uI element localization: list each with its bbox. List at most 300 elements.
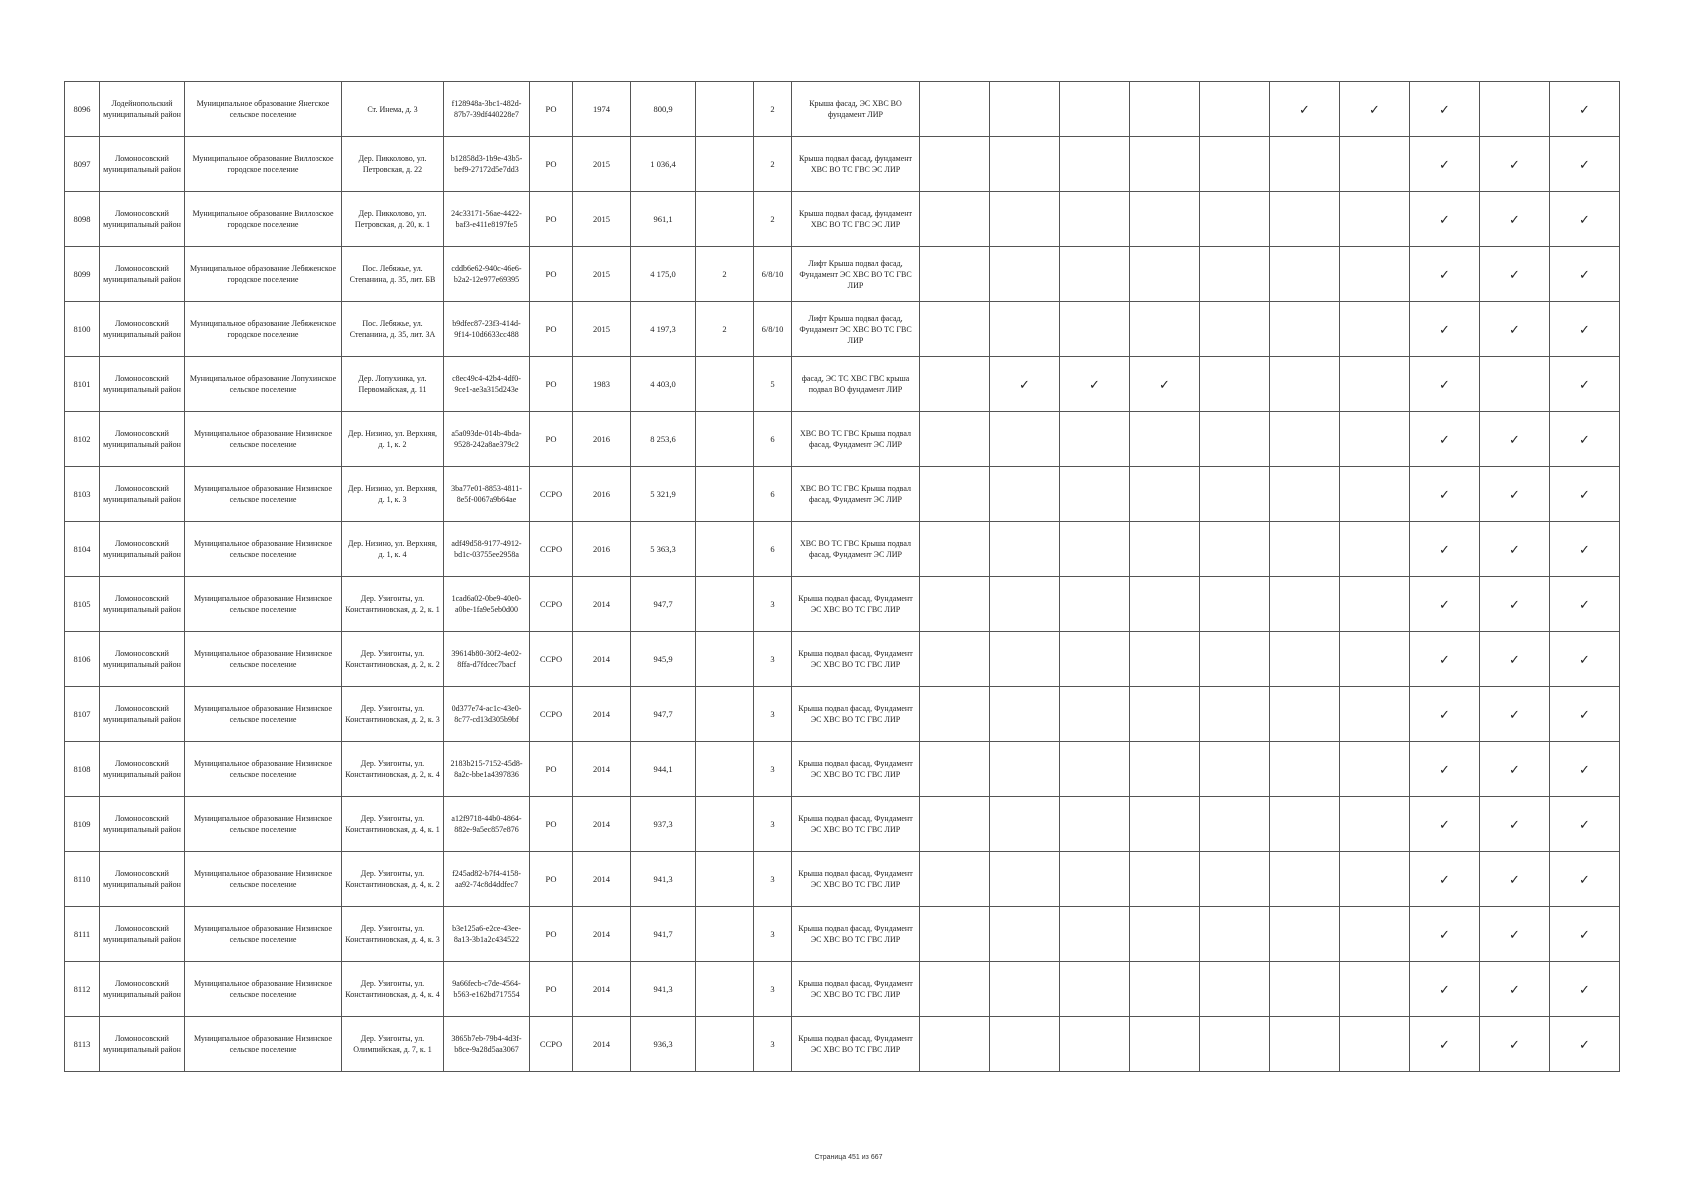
municipality-cell: Муниципальное образование Виллозское городское поселение bbox=[185, 192, 342, 247]
row-number: 8109 bbox=[65, 797, 100, 852]
address-cell: Дер. Низино, ул. Верхняя, д. 1, к. 2 bbox=[342, 412, 444, 467]
area-cell: 4 197,3 bbox=[631, 302, 696, 357]
address-cell: Дер. Узигонты, ул. Константиновская, д. 4, к. 4 bbox=[342, 962, 444, 1017]
area-cell: 941,3 bbox=[631, 962, 696, 1017]
check-mark-icon: ✓ bbox=[1439, 761, 1450, 777]
work-check-cell bbox=[1130, 632, 1200, 687]
row-number: 8111 bbox=[65, 907, 100, 962]
work-check-cell bbox=[990, 1017, 1060, 1072]
guid-cell: 9a66fecb-c7de-4564-b563-e162bd717554 bbox=[444, 962, 530, 1017]
work-check-cell bbox=[990, 687, 1060, 742]
address-cell: Дер. Узигонты, ул. Константиновская, д. 4, к. 3 bbox=[342, 907, 444, 962]
guid-cell: cddb6e62-940c-46e6-b2a2-12e977e69395 bbox=[444, 247, 530, 302]
check-mark-icon: ✓ bbox=[1019, 376, 1030, 392]
table-row bbox=[65, 852, 1620, 907]
work-check-cell bbox=[1130, 522, 1200, 577]
work-check-cell bbox=[1200, 577, 1270, 632]
work-check-cell bbox=[1480, 962, 1550, 1017]
year-cell: 1983 bbox=[573, 357, 631, 412]
entrances-cell bbox=[696, 192, 754, 247]
row-number: 8110 bbox=[65, 852, 100, 907]
row-number: 8098 bbox=[65, 192, 100, 247]
work-check-cell bbox=[920, 797, 990, 852]
work-check-cell bbox=[1480, 577, 1550, 632]
year-cell: 2014 bbox=[573, 852, 631, 907]
work-check-cell bbox=[920, 962, 990, 1017]
check-mark-icon: ✓ bbox=[1509, 541, 1520, 557]
ownership-type-cell: ССРО bbox=[530, 577, 573, 632]
guid-cell: b12858d3-1b9e-43b5-bef9-27172d5e7dd3 bbox=[444, 137, 530, 192]
municipality-cell: Муниципальное образование Лебяженское городское поселение bbox=[185, 302, 342, 357]
check-mark-icon: ✓ bbox=[1439, 651, 1450, 667]
municipality-cell: Муниципальное образование Низинское сельское поселение bbox=[185, 412, 342, 467]
work-check-cell bbox=[1550, 247, 1620, 302]
table-row bbox=[65, 907, 1620, 962]
work-check-cell bbox=[1200, 357, 1270, 412]
floors-range-cell: 3 bbox=[754, 797, 792, 852]
district-cell: Ломоносовский муниципальный район bbox=[100, 742, 185, 797]
municipality-cell: Муниципальное образование Низинское сельское поселение bbox=[185, 687, 342, 742]
address-cell: Дер. Пикколово, ул. Петровская, д. 22 bbox=[342, 137, 444, 192]
work-check-cell bbox=[1130, 82, 1200, 137]
work-check-cell bbox=[1340, 632, 1410, 687]
work-check-cell bbox=[1550, 797, 1620, 852]
check-mark-icon: ✓ bbox=[1439, 266, 1450, 282]
work-check-cell bbox=[1130, 357, 1200, 412]
work-check-cell bbox=[1410, 467, 1480, 522]
area-cell: 941,3 bbox=[631, 852, 696, 907]
table-row bbox=[65, 247, 1620, 302]
address-cell: Пос. Лебяжье, ул. Степанина, д. 35, лит. ЗА bbox=[342, 302, 444, 357]
work-check-cell bbox=[990, 852, 1060, 907]
work-check-cell bbox=[1480, 1017, 1550, 1072]
municipality-cell: Муниципальное образование Низинское сельское поселение bbox=[185, 467, 342, 522]
check-mark-icon: ✓ bbox=[1509, 1036, 1520, 1052]
check-mark-icon: ✓ bbox=[1579, 651, 1590, 667]
work-check-cell bbox=[990, 357, 1060, 412]
year-cell: 2014 bbox=[573, 797, 631, 852]
guid-cell: c8ec49c4-42b4-4df0-9ce1-ae3a315d243e bbox=[444, 357, 530, 412]
year-cell: 2015 bbox=[573, 137, 631, 192]
year-cell: 2015 bbox=[573, 247, 631, 302]
work-check-cell bbox=[1130, 1017, 1200, 1072]
work-check-cell bbox=[1550, 522, 1620, 577]
address-cell: Ст. Инема, д. 3 bbox=[342, 82, 444, 137]
check-mark-icon: ✓ bbox=[1509, 926, 1520, 942]
guid-cell: adf49d58-9177-4912-bd1c-03755ee2958a bbox=[444, 522, 530, 577]
check-mark-icon: ✓ bbox=[1509, 706, 1520, 722]
work-check-cell bbox=[1340, 357, 1410, 412]
work-check-cell bbox=[1270, 687, 1340, 742]
work-check-cell bbox=[1340, 687, 1410, 742]
address-cell: Дер. Узигонты, ул. Константиновская, д. 4, к. 1 bbox=[342, 797, 444, 852]
work-check-cell bbox=[1060, 632, 1130, 687]
check-mark-icon: ✓ bbox=[1579, 266, 1590, 282]
guid-cell: 39614b80-30f2-4e02-8ffa-d7fdcec7bacf bbox=[444, 632, 530, 687]
work-check-cell bbox=[1130, 852, 1200, 907]
ownership-type-cell: РО bbox=[530, 412, 573, 467]
floors-range-cell: 3 bbox=[754, 742, 792, 797]
municipality-cell: Муниципальное образование Низинское сельское поселение bbox=[185, 577, 342, 632]
work-check-cell bbox=[990, 467, 1060, 522]
year-cell: 2014 bbox=[573, 742, 631, 797]
table-row bbox=[65, 357, 1620, 412]
work-check-cell bbox=[1410, 357, 1480, 412]
work-check-cell bbox=[920, 907, 990, 962]
guid-cell: a5a093de-014b-4bda-9528-242a8ae379c2 bbox=[444, 412, 530, 467]
work-check-cell bbox=[1410, 632, 1480, 687]
ownership-type-cell: РО bbox=[530, 357, 573, 412]
table-row bbox=[65, 742, 1620, 797]
works-cell: Крыша подвал фасад, Фундамент ЭС ХВС ВО ТС ГВС ЛИР bbox=[792, 687, 920, 742]
work-check-cell bbox=[1550, 577, 1620, 632]
work-check-cell bbox=[1200, 412, 1270, 467]
ownership-type-cell: РО bbox=[530, 302, 573, 357]
work-check-cell bbox=[1130, 742, 1200, 797]
work-check-cell bbox=[1340, 192, 1410, 247]
work-check-cell bbox=[1550, 852, 1620, 907]
floors-range-cell: 2 bbox=[754, 137, 792, 192]
work-check-cell bbox=[1480, 467, 1550, 522]
year-cell: 2015 bbox=[573, 192, 631, 247]
entrances-cell bbox=[696, 742, 754, 797]
check-mark-icon: ✓ bbox=[1439, 211, 1450, 227]
work-check-cell bbox=[1060, 357, 1130, 412]
works-cell: Крыша подвал фасад, фундамент ХВС ВО ТС ГВС ЭС ЛИР bbox=[792, 137, 920, 192]
address-cell: Дер. Узигонты, ул. Константиновская, д. 2, к. 2 bbox=[342, 632, 444, 687]
row-number: 8100 bbox=[65, 302, 100, 357]
check-mark-icon: ✓ bbox=[1579, 156, 1590, 172]
work-check-cell bbox=[1340, 577, 1410, 632]
work-check-cell bbox=[990, 742, 1060, 797]
work-check-cell bbox=[1130, 247, 1200, 302]
check-mark-icon: ✓ bbox=[1439, 101, 1450, 117]
work-check-cell bbox=[990, 522, 1060, 577]
check-mark-icon: ✓ bbox=[1439, 486, 1450, 502]
area-cell: 800,9 bbox=[631, 82, 696, 137]
work-check-cell bbox=[1410, 962, 1480, 1017]
work-check-cell bbox=[990, 247, 1060, 302]
work-check-cell bbox=[1340, 742, 1410, 797]
work-check-cell bbox=[1480, 302, 1550, 357]
floors-range-cell: 3 bbox=[754, 632, 792, 687]
work-check-cell bbox=[1480, 632, 1550, 687]
check-mark-icon: ✓ bbox=[1369, 101, 1380, 117]
address-cell: Дер. Узигонты, ул. Константиновская, д. 2, к. 4 bbox=[342, 742, 444, 797]
area-cell: 945,9 bbox=[631, 632, 696, 687]
municipality-cell: Муниципальное образование Низинское сельское поселение bbox=[185, 797, 342, 852]
work-check-cell bbox=[1340, 962, 1410, 1017]
work-check-cell bbox=[990, 82, 1060, 137]
municipality-cell: Муниципальное образование Виллозское городское поселение bbox=[185, 137, 342, 192]
work-check-cell bbox=[1270, 852, 1340, 907]
entrances-cell bbox=[696, 82, 754, 137]
work-check-cell bbox=[1060, 137, 1130, 192]
work-check-cell bbox=[1480, 192, 1550, 247]
work-check-cell bbox=[920, 247, 990, 302]
row-number: 8102 bbox=[65, 412, 100, 467]
district-cell: Ломоносовский муниципальный район bbox=[100, 907, 185, 962]
check-mark-icon: ✓ bbox=[1509, 321, 1520, 337]
work-check-cell bbox=[1270, 357, 1340, 412]
work-check-cell bbox=[1270, 137, 1340, 192]
municipality-cell: Муниципальное образование Янегское сельское поселение bbox=[185, 82, 342, 137]
work-check-cell bbox=[1550, 412, 1620, 467]
check-mark-icon: ✓ bbox=[1439, 871, 1450, 887]
district-cell: Ломоносовский муниципальный район bbox=[100, 467, 185, 522]
check-mark-icon: ✓ bbox=[1579, 431, 1590, 447]
guid-cell: 2183b215-7152-45d8-8a2c-bbe1a4397836 bbox=[444, 742, 530, 797]
district-cell: Ломоносовский муниципальный район bbox=[100, 357, 185, 412]
check-mark-icon: ✓ bbox=[1509, 486, 1520, 502]
floors-range-cell: 6 bbox=[754, 412, 792, 467]
works-cell: Крыша подвал фасад, Фундамент ЭС ХВС ВО ТС ГВС ЛИР bbox=[792, 632, 920, 687]
work-check-cell bbox=[1060, 852, 1130, 907]
guid-cell: b3e125a6-e2ce-43ee-8a13-3b1a2c434522 bbox=[444, 907, 530, 962]
work-check-cell bbox=[1410, 852, 1480, 907]
check-mark-icon: ✓ bbox=[1439, 596, 1450, 612]
district-cell: Ломоносовский муниципальный район bbox=[100, 797, 185, 852]
works-cell: Крыша подвал фасад, Фундамент ЭС ХВС ВО ТС ГВС ЛИР bbox=[792, 1017, 920, 1072]
work-check-cell bbox=[1270, 247, 1340, 302]
work-check-cell bbox=[1060, 192, 1130, 247]
table-row bbox=[65, 962, 1620, 1017]
work-check-cell bbox=[1200, 522, 1270, 577]
work-check-cell bbox=[1340, 797, 1410, 852]
row-number: 8112 bbox=[65, 962, 100, 1017]
municipality-cell: Муниципальное образование Лопухинское сельское поселение bbox=[185, 357, 342, 412]
guid-cell: 1cad6a02-0be9-40e0-a0be-1fa9e5eb0d00 bbox=[444, 577, 530, 632]
check-mark-icon: ✓ bbox=[1439, 431, 1450, 447]
guid-cell: 0d377e74-ac1c-43e0-8c77-cd13d305b9bf bbox=[444, 687, 530, 742]
check-mark-icon: ✓ bbox=[1579, 981, 1590, 997]
work-check-cell bbox=[1550, 82, 1620, 137]
work-check-cell bbox=[1550, 192, 1620, 247]
work-check-cell bbox=[1550, 907, 1620, 962]
check-mark-icon: ✓ bbox=[1579, 101, 1590, 117]
entrances-cell bbox=[696, 357, 754, 412]
entrances-cell bbox=[696, 1017, 754, 1072]
work-check-cell bbox=[990, 797, 1060, 852]
guid-cell: 3865b7eb-79b4-4d3f-b8ce-9a28d5aa3067 bbox=[444, 1017, 530, 1072]
work-check-cell bbox=[1340, 1017, 1410, 1072]
district-cell: Ломоносовский муниципальный район bbox=[100, 302, 185, 357]
work-check-cell bbox=[1200, 137, 1270, 192]
municipality-cell: Муниципальное образование Низинское сельское поселение bbox=[185, 1017, 342, 1072]
row-number: 8113 bbox=[65, 1017, 100, 1072]
work-check-cell bbox=[1060, 247, 1130, 302]
row-number: 8108 bbox=[65, 742, 100, 797]
work-check-cell bbox=[1480, 797, 1550, 852]
work-check-cell bbox=[1200, 247, 1270, 302]
check-mark-icon: ✓ bbox=[1439, 541, 1450, 557]
work-check-cell bbox=[1130, 412, 1200, 467]
floors-range-cell: 3 bbox=[754, 852, 792, 907]
work-check-cell bbox=[1410, 82, 1480, 137]
work-check-cell bbox=[1480, 247, 1550, 302]
address-cell: Пос. Лебяжье, ул. Степанина, д. 35, лит. БВ bbox=[342, 247, 444, 302]
year-cell: 2016 bbox=[573, 412, 631, 467]
ownership-type-cell: РО bbox=[530, 797, 573, 852]
work-check-cell bbox=[1200, 687, 1270, 742]
check-mark-icon: ✓ bbox=[1579, 816, 1590, 832]
area-cell: 4 175,0 bbox=[631, 247, 696, 302]
work-check-cell bbox=[1480, 852, 1550, 907]
check-mark-icon: ✓ bbox=[1439, 926, 1450, 942]
work-check-cell bbox=[990, 192, 1060, 247]
work-check-cell bbox=[990, 302, 1060, 357]
year-cell: 2016 bbox=[573, 522, 631, 577]
entrances-cell: 2 bbox=[696, 247, 754, 302]
address-cell: Дер. Узигонты, ул. Константиновская, д. 2, к. 1 bbox=[342, 577, 444, 632]
check-mark-icon: ✓ bbox=[1509, 651, 1520, 667]
ownership-type-cell: ССРО bbox=[530, 632, 573, 687]
works-cell: ХВС ВО ТС ГВС Крыша подвал фасад, Фундамент ЭС ЛИР bbox=[792, 467, 920, 522]
entrances-cell bbox=[696, 522, 754, 577]
work-check-cell bbox=[1270, 742, 1340, 797]
address-cell: Дер. Пикколово, ул. Петровская, д. 20, к. 1 bbox=[342, 192, 444, 247]
area-cell: 947,7 bbox=[631, 577, 696, 632]
floors-range-cell: 2 bbox=[754, 82, 792, 137]
work-check-cell bbox=[1480, 742, 1550, 797]
floors-range-cell: 6 bbox=[754, 467, 792, 522]
work-check-cell bbox=[1340, 82, 1410, 137]
work-check-cell bbox=[1060, 412, 1130, 467]
ownership-type-cell: РО bbox=[530, 962, 573, 1017]
work-check-cell bbox=[1340, 907, 1410, 962]
year-cell: 2015 bbox=[573, 302, 631, 357]
work-check-cell bbox=[1410, 577, 1480, 632]
address-cell: Дер. Узигонты, ул. Константиновская, д. 4, к. 2 bbox=[342, 852, 444, 907]
ownership-type-cell: РО bbox=[530, 192, 573, 247]
area-cell: 5 363,3 bbox=[631, 522, 696, 577]
district-cell: Ломоносовский муниципальный район bbox=[100, 577, 185, 632]
work-check-cell bbox=[920, 852, 990, 907]
floors-range-cell: 3 bbox=[754, 1017, 792, 1072]
work-check-cell bbox=[1130, 302, 1200, 357]
check-mark-icon: ✓ bbox=[1579, 1036, 1590, 1052]
ownership-type-cell: РО bbox=[530, 742, 573, 797]
municipality-cell: Муниципальное образование Низинское сельское поселение bbox=[185, 962, 342, 1017]
check-mark-icon: ✓ bbox=[1579, 376, 1590, 392]
work-check-cell bbox=[1340, 247, 1410, 302]
works-cell: ХВС ВО ТС ГВС Крыша подвал фасад, Фундамент ЭС ЛИР bbox=[792, 412, 920, 467]
work-check-cell bbox=[1130, 137, 1200, 192]
work-check-cell bbox=[1550, 962, 1620, 1017]
housing-registry-table bbox=[64, 81, 1620, 1072]
check-mark-icon: ✓ bbox=[1509, 156, 1520, 172]
year-cell: 2014 bbox=[573, 632, 631, 687]
work-check-cell bbox=[1410, 687, 1480, 742]
work-check-cell bbox=[1130, 192, 1200, 247]
address-cell: Дер. Лопухинка, ул. Первомайская, д. 11 bbox=[342, 357, 444, 412]
work-check-cell bbox=[920, 632, 990, 687]
row-number: 8106 bbox=[65, 632, 100, 687]
area-cell: 944,1 bbox=[631, 742, 696, 797]
address-cell: Дер. Низино, ул. Верхняя, д. 1, к. 3 bbox=[342, 467, 444, 522]
work-check-cell bbox=[1270, 82, 1340, 137]
check-mark-icon: ✓ bbox=[1159, 376, 1170, 392]
table-row bbox=[65, 302, 1620, 357]
work-check-cell bbox=[990, 962, 1060, 1017]
work-check-cell bbox=[1270, 907, 1340, 962]
ownership-type-cell: РО bbox=[530, 852, 573, 907]
ownership-type-cell: ССРО bbox=[530, 467, 573, 522]
address-cell: Дер. Низино, ул. Верхняя, д. 1, к. 4 bbox=[342, 522, 444, 577]
entrances-cell bbox=[696, 687, 754, 742]
table-row bbox=[65, 577, 1620, 632]
row-number: 8107 bbox=[65, 687, 100, 742]
work-check-cell bbox=[1200, 742, 1270, 797]
work-check-cell bbox=[990, 907, 1060, 962]
works-cell: Крыша фасад, ЭС ХВС ВО фундамент ЛИР bbox=[792, 82, 920, 137]
year-cell: 2016 bbox=[573, 467, 631, 522]
guid-cell: 3ba77e01-8853-4811-8e5f-0067a9b64ae bbox=[444, 467, 530, 522]
floors-range-cell: 2 bbox=[754, 192, 792, 247]
works-cell: Крыша подвал фасад, Фундамент ЭС ХВС ВО ТС ГВС ЛИР bbox=[792, 742, 920, 797]
work-check-cell bbox=[1200, 302, 1270, 357]
works-cell: Крыша подвал фасад, Фундамент ЭС ХВС ВО ТС ГВС ЛИР bbox=[792, 962, 920, 1017]
work-check-cell bbox=[1480, 412, 1550, 467]
area-cell: 947,7 bbox=[631, 687, 696, 742]
work-check-cell bbox=[1270, 467, 1340, 522]
work-check-cell bbox=[1200, 192, 1270, 247]
check-mark-icon: ✓ bbox=[1579, 486, 1590, 502]
work-check-cell bbox=[1410, 907, 1480, 962]
works-cell: Крыша подвал фасад, Фундамент ЭС ХВС ВО ТС ГВС ЛИР bbox=[792, 577, 920, 632]
work-check-cell bbox=[1270, 962, 1340, 1017]
municipality-cell: Муниципальное образование Низинское сельское поселение bbox=[185, 632, 342, 687]
work-check-cell bbox=[1270, 192, 1340, 247]
work-check-cell bbox=[1200, 852, 1270, 907]
work-check-cell bbox=[1340, 412, 1410, 467]
work-check-cell bbox=[1130, 907, 1200, 962]
check-mark-icon: ✓ bbox=[1509, 761, 1520, 777]
work-check-cell bbox=[920, 357, 990, 412]
work-check-cell bbox=[1550, 357, 1620, 412]
entrances-cell bbox=[696, 467, 754, 522]
guid-cell: 24c33171-56ae-4422-baf3-e411e8197fe5 bbox=[444, 192, 530, 247]
row-number: 8096 bbox=[65, 82, 100, 137]
work-check-cell bbox=[1060, 302, 1130, 357]
work-check-cell bbox=[1410, 412, 1480, 467]
work-check-cell bbox=[1410, 192, 1480, 247]
work-check-cell bbox=[1550, 137, 1620, 192]
ownership-type-cell: РО bbox=[530, 907, 573, 962]
works-cell: Крыша подвал фасад, Фундамент ЭС ХВС ВО ТС ГВС ЛИР bbox=[792, 852, 920, 907]
entrances-cell bbox=[696, 632, 754, 687]
district-cell: Ломоносовский муниципальный район bbox=[100, 687, 185, 742]
work-check-cell bbox=[1200, 632, 1270, 687]
ownership-type-cell: ССРО bbox=[530, 522, 573, 577]
entrances-cell: 2 bbox=[696, 302, 754, 357]
work-check-cell bbox=[1270, 412, 1340, 467]
district-cell: Ломоносовский муниципальный район bbox=[100, 412, 185, 467]
table-row bbox=[65, 1017, 1620, 1072]
floors-range-cell: 3 bbox=[754, 687, 792, 742]
municipality-cell: Муниципальное образование Низинское сельское поселение bbox=[185, 522, 342, 577]
work-check-cell bbox=[1060, 962, 1130, 1017]
check-mark-icon: ✓ bbox=[1439, 321, 1450, 337]
work-check-cell bbox=[1270, 522, 1340, 577]
district-cell: Лодейнопольский муниципальный район bbox=[100, 82, 185, 137]
ownership-type-cell: РО bbox=[530, 82, 573, 137]
check-mark-icon: ✓ bbox=[1579, 871, 1590, 887]
check-mark-icon: ✓ bbox=[1439, 156, 1450, 172]
work-check-cell bbox=[1060, 82, 1130, 137]
ownership-type-cell: ССРО bbox=[530, 687, 573, 742]
address-cell: Дер. Узигонты, ул. Олимпийская, д. 7, к. 1 bbox=[342, 1017, 444, 1072]
